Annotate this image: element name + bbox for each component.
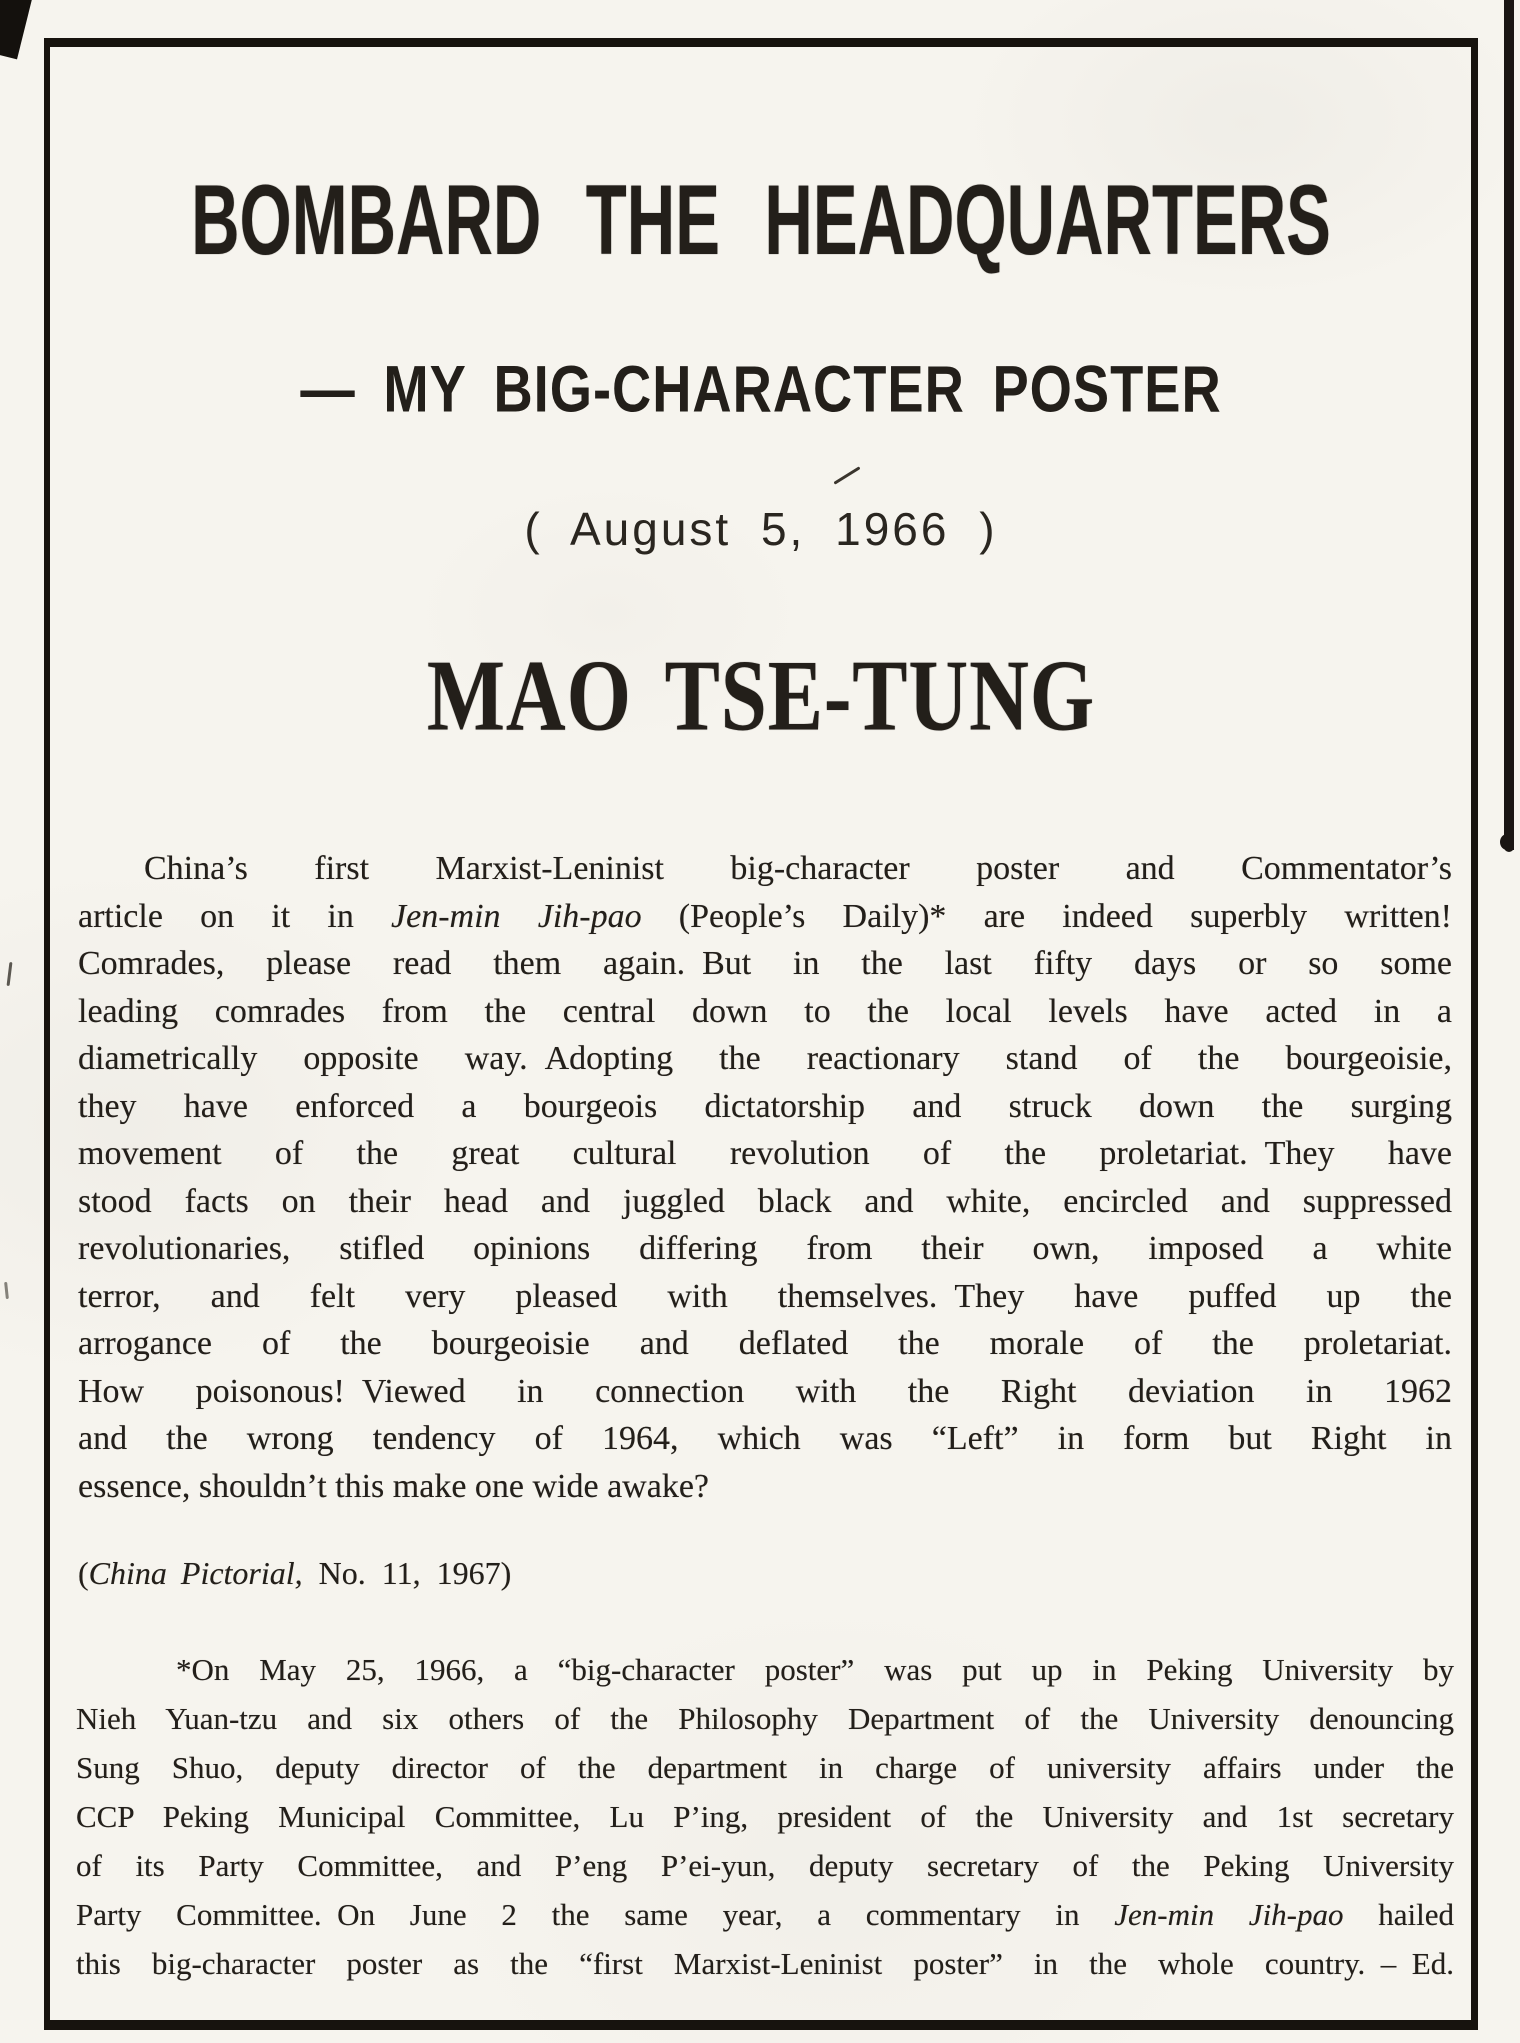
body-text-line: revolutionaries, stifled opinions differing from their own, imposed a white xyxy=(78,1230,1452,1267)
page-subtitle: — MY BIG-CHARACTER POSTER xyxy=(300,351,1222,426)
body-text-line: movement of the great cultural revolution of the proletariat. They have xyxy=(78,1135,1452,1172)
scan-artifact-margin-mark xyxy=(4,1282,9,1299)
footnote-text-line: Party Committee. On June 2 the same year, a commentary in Jen-min Jih-pao hailed xyxy=(76,1897,1454,1932)
body-paragraph xyxy=(78,845,1452,1510)
footnote-text-line: Nieh Yuan-tzu and six others of the Philosophy Department of the University denouncing xyxy=(76,1701,1454,1736)
body-text-line: How poisonous! Viewed in connection with the Right deviation in 1962 xyxy=(78,1372,1452,1410)
body-text-line: they have enforced a bourgeois dictatorship and struck down the surging xyxy=(78,1087,1452,1125)
body-text-line: China’s first Marxist-Leninist big-character poster and Commentator’s xyxy=(144,850,1452,887)
body-text-line: stood facts on their head and juggled black and white, encircled and suppressed xyxy=(78,1182,1452,1220)
source-citation xyxy=(78,1550,1448,1597)
scan-artifact-gutter-strip xyxy=(1504,0,1514,852)
body-text-line: arrogance of the bourgeoisie and deflated the morale of the proletariat. xyxy=(78,1325,1452,1362)
body-text-line: leading comrades from the central down to the local levels have acted in a xyxy=(78,992,1452,1030)
body-text-line: and the wrong tendency of 1964, which was “Left” in form but Right in xyxy=(78,1420,1452,1457)
body-text-line: terror, and felt very pleased with themselves. They have puffed up the xyxy=(78,1277,1452,1315)
footnote-text-line: Sung Shuo, deputy director of the department in charge of university affairs under the xyxy=(76,1750,1454,1785)
body-text-line: article on it in Jen-min Jih-pao (People’s Daily)* are indeed superbly written! xyxy=(78,897,1452,935)
body-text-line: essence, shouldn’t this make one wide awake? xyxy=(78,1467,710,1505)
scan-artifact-corner xyxy=(0,0,34,59)
footnote-text-line: CCP Peking Municipal Committee, Lu P’ing, president of the University and 1st secretary xyxy=(76,1799,1454,1834)
citation-line: (China Pictorial, No. 11, 1967) xyxy=(78,1555,512,1591)
footnote-text-line: this big-character poster as the “first Marxist-Leninist poster” in the whole country. – Ed. xyxy=(76,1946,1454,1981)
footnote-text-line: *On May 25, 1966, a “big-character poster” was put up in Peking University by xyxy=(176,1652,1454,1687)
editor-footnote xyxy=(76,1645,1454,1988)
page-title: BOMBARD THE HEADQUARTERS xyxy=(191,163,1331,276)
body-text-line: Comrades, please read them again. But in the last fifty days or so some xyxy=(78,945,1452,982)
footnote-text-line: of its Party Committee, and P’eng P’ei-yun, deputy secretary of the Peking University xyxy=(76,1848,1454,1883)
date-line: ( August 5, 1966 ) xyxy=(524,503,998,555)
author-name: MAO TSE-TUNG xyxy=(426,639,1096,752)
body-text-line: diametrically opposite way. Adopting the reactionary stand of the bourgeoisie, xyxy=(78,1040,1452,1077)
scan-artifact-margin-mark xyxy=(7,962,13,986)
